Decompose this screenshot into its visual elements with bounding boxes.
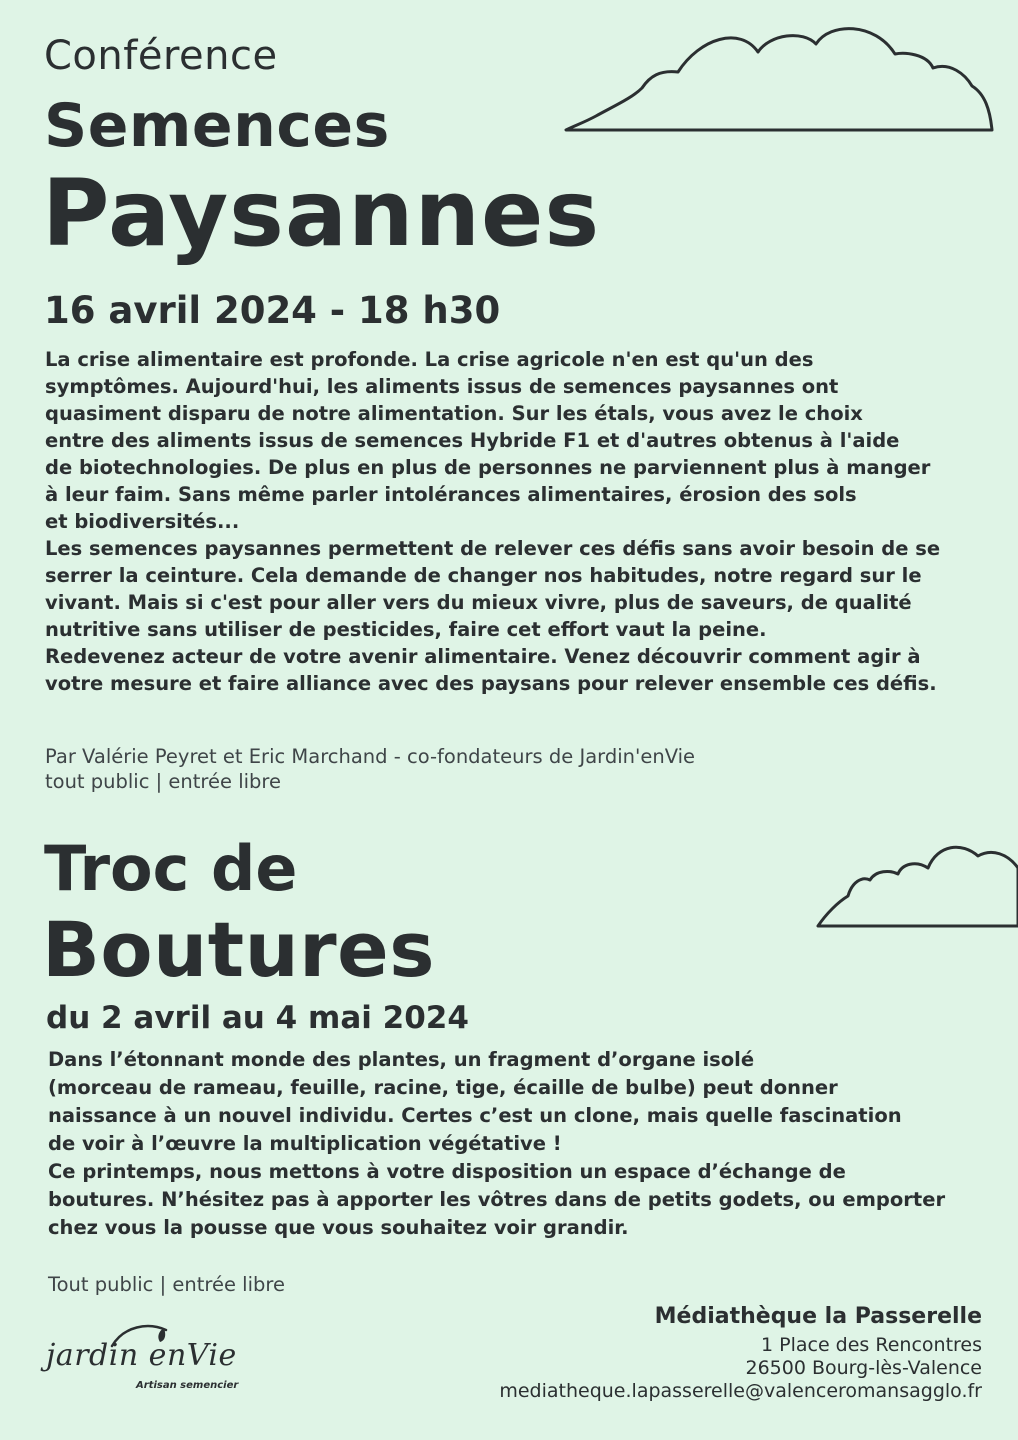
conference-title-line1: Semences [44, 91, 390, 161]
conference-paragraph-2: Les semences paysannes permettent de relever ces défis sans avoir besoin de se serrer la ceinture. Cela demande de changer nos habitudes, notre regard sur le vivant. Mais si c'est pour aller vers du mieux vivre, plus de saveurs, de qualité nutritive sans utiliser de pesticides, faire cet effort vaut la peine. [45, 537, 941, 641]
conference-paragraph-1: La crise alimentaire est profonde. La crise agricole n'en est qu'un des symptômes. Aujourd'hui, les aliments issus de semences paysannes ont quasiment disparu de notre alimentation. Sur les étals, vous avez le choix entre des aliments issus de semences Hybride F1 et d'autres obtenus à l'aide de biotechnologies. De plus en plus de personnes ne parviennent plus à manger à leur faim. Sans même parler intolérances alimentaires, érosion des sols et biodiversités... [45, 348, 931, 533]
troc-description [48, 1046, 998, 1242]
troc-title-line1: Troc de [44, 832, 298, 905]
conference-paragraph-3: Redevenez acteur de votre avenir alimentaire. Venez découvrir comment agir à votre mesure et faire alliance avec des paysans pour relever ensemble ces défis. [45, 645, 937, 695]
conference-description [45, 346, 1005, 697]
troc-paragraph-2: Ce printemps, nous mettons à votre disposition un espace d’échange de boutures. N’hésitez pas à apporter les vôtres dans de petits godets, ou emporter chez vous la pousse que vous souhaitez voir grandir. [48, 1160, 946, 1239]
cloud-icon [560, 14, 1000, 144]
logo-tagline: Artisan semencier [136, 1380, 239, 1391]
venue-email[interactable]: mediatheque.lapasserelle@valenceromansagglo.fr [499, 1380, 982, 1402]
venue-address-line2: 26500 Bourg-lès-Valence [745, 1357, 982, 1379]
conference-date: 16 avril 2024 - 18 h30 [44, 289, 501, 332]
conference-credit: Par Valérie Peyret et Eric Marchand - co-fondateurs de Jardin'enVie [45, 745, 696, 768]
conference-kicker: Conférence [44, 33, 278, 79]
logo-wordmark: jardin enVie [46, 1338, 237, 1373]
conference-title-line2: Paysannes [42, 160, 601, 267]
conference-audience: tout public | entrée libre [45, 770, 281, 793]
venue-block [499, 1302, 982, 1403]
venue-address-line1: 1 Place des Rencontres [761, 1334, 982, 1356]
troc-paragraph-1: Dans l’étonnant monde des plantes, un fragment d’organe isolé (morceau de rameau, feuille, racine, tige, écaille de bulbe) peut donner naissance à un nouvel individu. Certes c’est un clone, mais quelle fascination de voir à l’œuvre la multiplication végétative ! [48, 1048, 902, 1155]
conference-meta [45, 744, 695, 794]
troc-audience: Tout public | entrée libre [48, 1273, 285, 1296]
troc-title-line2: Boutures [42, 905, 435, 994]
venue-name: Médiathèque la Passerelle [654, 1304, 982, 1329]
troc-date: du 2 avril au 4 mai 2024 [46, 1000, 469, 1036]
jardin-envie-logo [44, 1320, 244, 1400]
cloud-icon [812, 840, 1018, 932]
